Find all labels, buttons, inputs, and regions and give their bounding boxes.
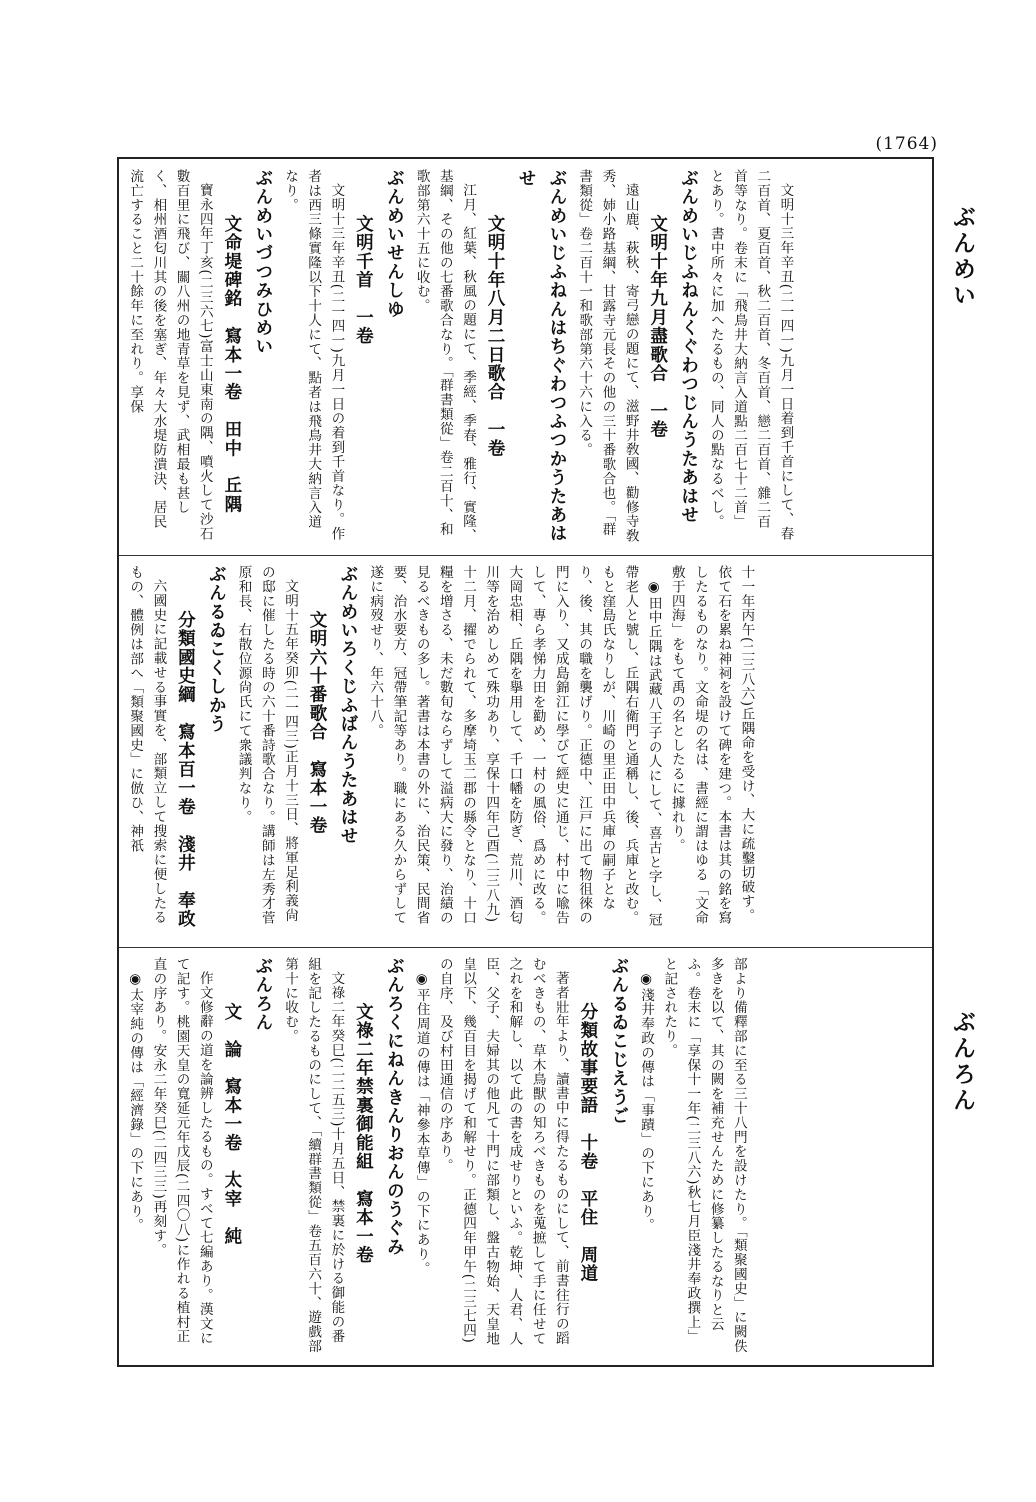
entry-heading: ぶんめいじふねんはちぐわつふつかうたあはせ — [516, 169, 568, 543]
entry-body: 文明十三年辛丑(二一四一)九月一日の着到千首なり。作者は西三條實隆以下十人にて、點者は飛鳥井大納言入道なり。 — [282, 169, 345, 541]
entry-body: 江月、紅葉、秋風の題にて、季經、季春、雅行、實隆、基綱、その他の七番歌合なり。「群書類從」卷二百十、和歌部第六十五に收む。 — [413, 169, 477, 543]
entry-body: 著者壯年より、讀書中に得たるものにして、前書往行の蹈むべきもの、草木鳥獸の知ろべきものを蒐摭して手に任せて之れを和解し、以て此の書を成せりといふ。乾坤、人君、人臣、父子、夫婦其の他凡て十門に部類し、盤古物始、天皇地皇以下、幾百目を揭げて和解せり。正德四年甲午(二三七四)の自序、及び村田通信の序あり。 — [436, 957, 569, 1346]
divider-2 — [119, 947, 932, 948]
tier-1 — [123, 165, 928, 547]
entry-title: 文祿二年禁裏御能組 寫本一卷 — [353, 1002, 374, 1265]
tier-3 — [123, 953, 928, 1361]
entry-heading: ぶんめいづつみひめい — [252, 169, 273, 356]
entry-heading: ぶんろん — [252, 957, 273, 1032]
entry-body: ◉太宰純の傳は「經濟錄」の下にあり。 — [127, 970, 144, 1233]
entry-heading: ぶんめいろくじふばんうたあはせ — [338, 565, 359, 846]
side-label-top: ぶんめい — [949, 205, 976, 309]
entry-title: 文明千首 一卷 — [353, 214, 374, 346]
column-tier-1 — [123, 165, 796, 547]
column-tier-3 — [123, 953, 750, 1361]
entry-body: ◉淺井奉政の傳は「事蹟」の下にあり。 — [638, 970, 655, 1233]
entry-heading: ぶんめいせんしゆ — [384, 169, 405, 319]
entry-body: 文祿二年癸巳(二二五三)十月五日、禁裏に於ける御能の番組を記したるものにして、「續群書類從」卷五百六十、遊戲部第十に收む。 — [282, 957, 345, 1354]
entry-body: 作文修辭の道を論辨したるもの。すべて七編あり。漢文にて記す。桃園天皇の寬延元年戊辰(二四〇八)に作れる植村正直の序あり。安永二年癸巳(二四三三)再刻す。 — [150, 957, 213, 1345]
entry-body: ◉田中丘隅は武藏八王子の人にして、喜古と字し、冠帶老人と號し、丘隅右衛門と通稱し、後、兵庫と改む。もと窪島氏なりしが、川崎の里正田中兵庫の嗣子となり、後、其の職を襲げり。正德中、江戸に出て物徂徠の門に入り、又成島錦江に學びて經史に通じ、村中に喩告して、專ら孝悌力田を勸め、一村の風俗、爲めに改る。大岡忠相、丘隅を擧用して、千口幡を防ぎ、荒川、酒匂川等を治めしめて殊功あり、享保十四年己酉(二三八九)十二月、擢でられて、多摩埼玉二郡の縣令となり、十口糧を增さる、未だ數旬ならずして溢病大に發り、治績の見るべきもの多し。著書は本書の外に、治民策、民間省要、治水要方、冠帶筆記等あり。職にある久からずして遂に病歿せり、年六十八。 — [367, 565, 662, 927]
entry-body: 遠山鹿、萩秋、寄弓戀の題にて、滋野井敎國、勸修寺敎秀、姉小路基綱、甘露寺元長その他の三十番歌合也。「群書類從」卷二百十一和歌部第六十六に入る。 — [576, 169, 639, 543]
entry-body: ◉平住周道の傳は「神參本草傳」の下にあり。 — [413, 970, 430, 1276]
entry-heading: ぶんるゐこくしかう — [206, 565, 227, 734]
entry-title: 文明六十番歌合 寫本一卷 — [307, 610, 328, 835]
entry-continuation: 十一年丙午(二三八六)丘隅命を受け、大に疏鑿切破す。依て石を累ね神祠を設けて碑を建つ。本書は其の銘を寫したるものなり。文命堤の名は、書經に謂はゆる「文命敷于四海」をもて禹の名としたるに據れり。 — [668, 565, 755, 925]
entry-body: 六國史に記載せる事實を、部類立して搜索に便したるもの、體例は部へ「類聚國史」に倣ひ、神祇 — [127, 565, 167, 925]
page-number: (1764) — [875, 134, 938, 154]
entry-title: 文命堤碑銘 寫本一卷 田中 丘隅 — [221, 214, 242, 514]
entry-heading: ぶんめいじふねんくぐわつじんうたあはせ — [678, 169, 699, 525]
tier-2 — [123, 561, 928, 939]
entry-body: 文明十五年癸卯(二一四三)正月十三日、將軍足利義尙の邸に催したる時の六十番詩歌合なり。講師は左秀才菅原和長、右散位源尙氏にて衆議判なり。 — [235, 565, 299, 925]
side-label-bottom: ぶんろん — [949, 1010, 976, 1114]
entry-heading: ぶんろくにねんきんりおんのうぐみ — [384, 957, 405, 1257]
entry-body: 文明十三年辛丑(二一四一)九月一日着到千首にして、春二百首、夏百首、秋二百首、冬百首、戀二百首、雜二百首等なり。卷末に「飛鳥井大納言入道點二百七十二首」とあり。書中所々に加へたるもの、同人の點なるべし。 — [707, 169, 794, 541]
column-tier-2 — [123, 561, 757, 939]
entry-title: 文明十年八月二日歌合 一卷 — [485, 214, 506, 458]
entry-title: 分類故事要語 十卷 平住 周道 — [577, 1002, 598, 1283]
entry-title: 分類國史綱 寫本百一卷 淺井 奉政 — [175, 610, 196, 929]
page-frame — [117, 157, 934, 1367]
entry-heading: ぶんるゐこじえうご — [608, 957, 629, 1126]
entry-title: 文明十年九月盡歌合 一卷 — [647, 214, 668, 439]
entry-title: 文 論 寫本一卷 太宰 純 — [221, 1002, 242, 1246]
entry-continuation: 部より備釋部に至る三十八門を設けたり。「類聚國史」に闕佚多きを以て、其の闕を補充せんために修纂したるなりと云ふ。卷末に「享保十一年(二三八六)秋七月臣淺井奉政撰上」と記されたり。 — [661, 957, 747, 1354]
entry-body: 寶永四年丁亥(二三六七)富士山東南の隅、噴火して沙石數百里に飛び、關八州の地青草を見ず、武相最も甚しく、相州酒匂川其の後を塞ぎ、年々大水堤防潰決、居民流亡すること二十餘年に至れり。享保 — [127, 169, 213, 541]
divider-1 — [119, 555, 932, 556]
